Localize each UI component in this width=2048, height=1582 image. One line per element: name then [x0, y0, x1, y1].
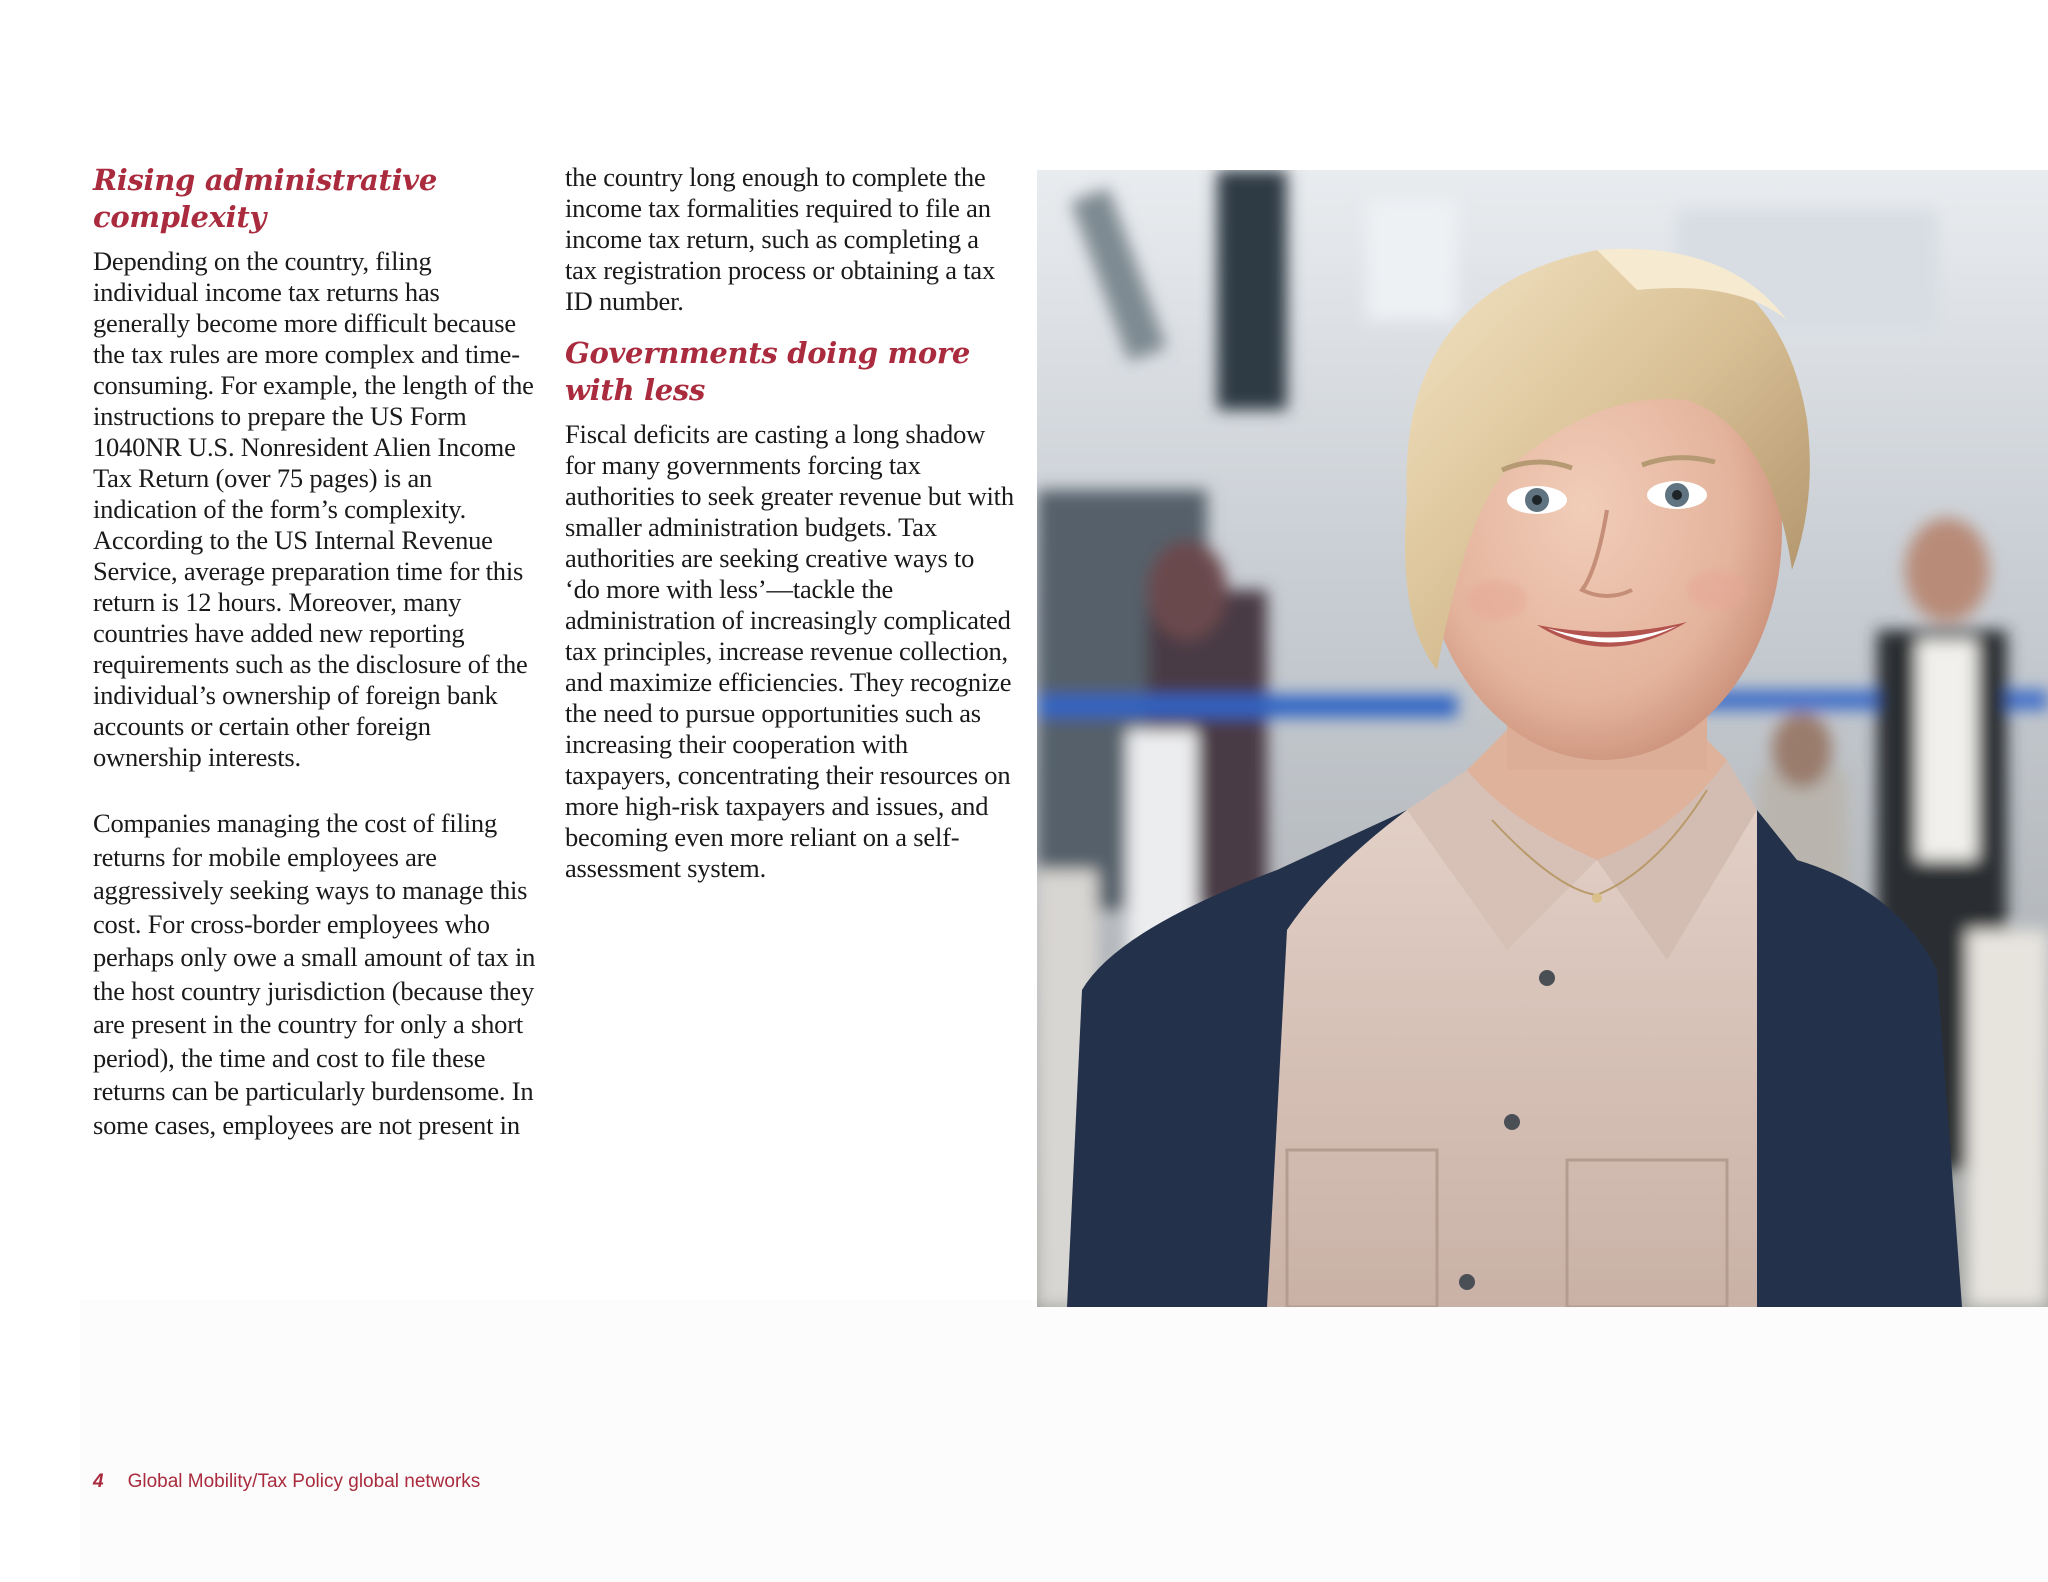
page-number: 4 — [93, 1471, 104, 1492]
middle-text-column — [565, 162, 1015, 884]
body-paragraph-continuation: the country long enough to complete the income tax formalities required to file an income tax return, such as completing a tax registration process or obtaining a tax ID number. — [565, 162, 995, 316]
body-paragraph: Fiscal deficits are casting a long shadow for many governments forcing tax authorities to seek greater revenue but with smaller administration budgets. Tax authorities are seeking creative ways to ‘do more with less’—tackle the administration of increasingly complicated tax principles, increase revenue collection, and maximize efficiencies. They recognize the need to pursue opportunities such as increasing their cooperation with taxpayers, concentrating their resources on more high-risk taxpayers and issues, and becoming even more reliant on a self-assessment system. — [565, 419, 1014, 883]
body-paragraph: Depending on the country, filing individual income tax returns has generally become more difficult because the tax rules are more complex and time-consuming. For example, the length of the instructions to prepare the US Form 1040NR U.S. Nonresident Alien Income Tax Return (over 75 pages) is an indication of the form’s complexity. According to the US Internal Revenue Service, average preparation time for this return is 12 hours. Moreover, many countries have added new reporting requirements such as the disclosure of the individual’s ownership of foreign bank accounts or certain other foreign ownership interests. — [93, 246, 534, 772]
portrait-illustration — [1037, 170, 2048, 1307]
footer-title: Global Mobility/Tax Policy global networks — [127, 1471, 481, 1492]
page-background-tint — [80, 1300, 2048, 1582]
section-heading-governments: Governments doing more with less — [565, 336, 971, 407]
portrait-photo — [1037, 170, 2048, 1307]
left-text-column — [93, 162, 538, 1142]
page-footer — [93, 1470, 480, 1494]
section-heading-rising-complexity: Rising administrative complexity — [93, 163, 437, 234]
body-paragraph: Companies managing the cost of filing returns for mobile employees are aggressively seeking ways to manage this cost. For cross-border employees who perhaps only owe a small amount of tax in the host country jurisdiction (because they are present in the country for only a short period), the time and cost to file these returns can be particularly burdensome. In some cases, employees are not present in — [93, 808, 536, 1140]
